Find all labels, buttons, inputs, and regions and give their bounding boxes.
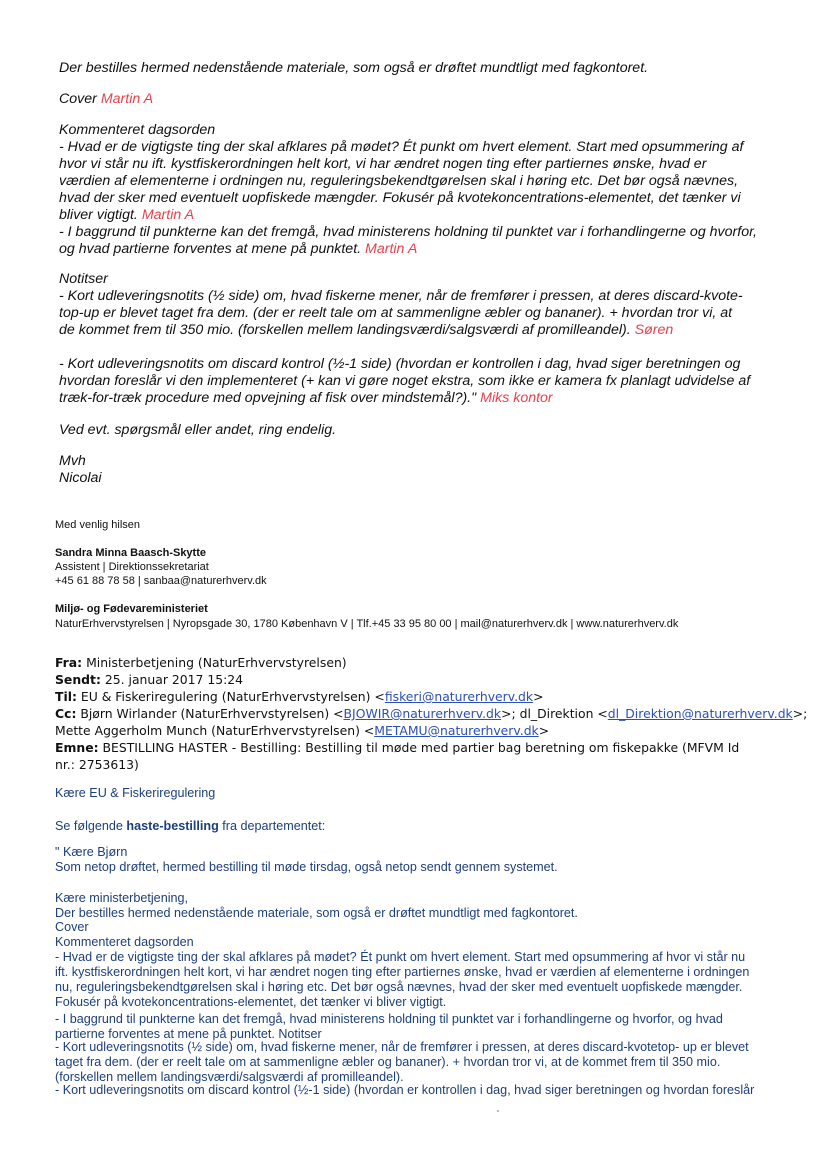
fw-item-2: - I baggrund til punkterne kan det fremgå, hvad ministerens holdning til punktet var i forhandlingerne og hvorfor, og hvad partierne forventes at mene på punktet. Notitser [55,1012,723,1041]
header-sent [55,671,815,688]
signature-ministry [55,602,208,616]
cover-label: Cover [59,91,97,107]
fw-see-prefix: Se følgende [55,819,127,833]
fw-salutation: Kære EU & Fiskeriregulering [55,786,216,800]
cover-owner: Martin A [100,91,154,107]
header-subject [55,739,745,773]
signature-greeting: Med venlig hilsen [55,519,140,531]
cc-email-2-link[interactable]: dl_Direktion@naturerhverv.dk [607,706,793,721]
agenda-item-1-text: - Hvad er de vigtigste ting der skal afklares på mødet? Ét punkt om hvert element. Start med opsummering af hvor vi står nu ift. kystfiskerordningen helt kort, vi har ændret nogen ting efter partiernes ønske, hvad er værdien af elementerne i ordningen nu, reguleringsbekendtgørelsen skal i høring etc. Det bør også nævnes, hvad der sker med eventuelt uopfiskede mængder. Fokusér på kvotekoncentrations-elementet, det tænker vi bliver vigtigt. [59,139,744,223]
scan-speck [497,1110,499,1112]
fw-item-3: - Kort udleveringsnotits (½ side) om, hvad fiskerne mener, når de fremfører i pressen, at deres discard-kvotetop- up er blevet taget fra dem. (der er reelt tale om at sammenligne æbler og bananer). + hvordan tror vi, at de kommet frem til 350 mio. (forskellen mellem landingsværdi/salgsværdi af promilleandel). [55,1040,749,1084]
fw-see-line [55,819,775,834]
fw-quote-open: " Kære Bjørn [55,845,128,859]
fw-see-bold: haste-bestilling [126,819,219,833]
to-email-link[interactable]: fiskeri@naturerhverv.dk [384,689,534,704]
subject-label: Emne: [55,740,99,755]
agenda-item-1-owner: Martin A [141,207,195,223]
fw-quote-line: Som netop drøftet, hermed bestilling til møde tirsdag, også netop sendt gennem systemet. [55,860,558,874]
closing-line: Ved evt. spørgsmål eller andet, ring endelig. [59,422,337,438]
to-name: EU & Fiskeriregulering (NaturErhvervstyrelsen) < [80,689,385,704]
sender-name: Nicolai [59,470,102,486]
agenda-item-1 [59,139,759,224]
cc-name-2: >; dl_Direktion < [501,706,608,721]
cc-name-3: Mette Aggerholm Munch (NaturErhvervstyrelsen) < [55,723,375,738]
signature-contact: +45 61 88 78 58 | sanbaa@naturerhverv.dk [55,575,267,587]
note-1-text: - Kort udleveringsnotits (½ side) om, hvad fiskerne mener, når de fremfører i pressen, at deres discard-kvote-top-up er blevet taget fra dem. (der er reelt tale om at sammenligne æbler og bananer). + hvordan tror vi, at de kommet frem til 350 mio. (forskellen mellem landingsværdi/salgsværdi af promilleandel). [59,288,743,338]
intro-line: Der bestilles hermed nedenstående materiale, som også er drøftet mundtligt med fagkontoret. [59,60,649,76]
agenda-item-2-owner: Martin A [365,241,418,257]
signature-name [55,546,206,560]
signature-ministry-text: Miljø- og Fødevareministeriet [55,603,208,615]
header-cc-line2: Mette Aggerholm Munch (NaturErhvervstyrelsen) <METAMU@naturerhverv.dk> [55,723,550,738]
signature-title: Assistent | Direktionssekretariat [55,561,209,573]
note-2-text: - Kort udleveringsnotits om discard kontrol (½-1 side) (hvordan er kontrollen i dag, hvad siger beretningen og hvordan foreslår vi den implementeret (+ kan vi gøre noget ekstra, som ikke er kamera fx planlagt udvidelse af træk-for-træk procedure med opvejning af fisk over mindstemål?)." [59,356,751,406]
note-1 [59,288,749,339]
agenda-item-2 [59,224,759,258]
signature-address: NaturErhvervstyrelsen | Nyropsgade 30, 1780 København V | Tlf.+45 33 95 80 00 | mail@naturerhverv.dk | www.naturerhverv.dk [55,618,679,630]
to-label: Til: [55,689,77,704]
fw-intro: Der bestilles hermed nedenstående materiale, som også er drøftet mundtligt med fagkontoret. [55,906,578,920]
sent-value: 25. januar 2017 15:24 [104,672,244,687]
fw-item-1: - Hvad er de vigtigste ting der skal afklares på mødet? Ét punkt om hvert element. Start med opsummering af hvor vi står nu ift. kystfiskerordningen helt kort, vi har ændret nogen ting efter partiernes ønske, hvad er værdien af elementerne i ordningen nu, reguleringsbekendtgørelsen skal i høring etc. Det bør også nævnes, hvad der sker med eventuelt uopfiskede mængder. Fokusér på kvotekoncentrations-elementet, det tænker vi bliver vigtigt. [55,950,750,1009]
from-label: Fra: [55,655,83,670]
fw-dear-mb: Kære ministerbetjening, [55,891,188,905]
fw-item-4: - Kort udleveringsnotits om discard kontrol (½-1 side) (hvordan er kontrollen i dag, hvad siger beretningen og hvordan foreslår [55,1083,755,1097]
agenda-title: Kommenteret dagsorden [59,122,216,138]
cc-email-1-link[interactable]: BJOWIR@naturerhverv.dk [343,706,502,721]
cover-line [59,91,789,108]
header-to: Til: EU & Fiskeriregulering (NaturErhvervstyrelsen) <fiskeri@naturerhverv.dk> [55,689,544,704]
header-from [55,654,815,671]
regards: Mvh [59,453,86,469]
note-2 [59,356,759,407]
note-2-owner: Miks kontor [480,390,553,406]
fw-agenda-title: Kommenteret dagsorden [55,935,194,949]
notes-title: Notitser [59,271,108,287]
fw-see-suffix: fra departementet: [218,819,326,833]
agenda-item-2-text: - I baggrund til punkterne kan det fremgå, hvad ministerens holdning til punktet var i forhandlingerne og hvorfor, og hvad partierne forventes at mene på punktet. [59,224,757,257]
note-1-owner: Søren [634,322,674,338]
subject-value: BESTILLING HASTER - Bestilling: Bestilling til møde med partier bag beretning om fiskepakke (MFVM Id nr.: 2753613) [55,740,740,772]
signature-name-text: Sandra Minna Baasch-Skytte [55,547,206,559]
cc-email-3-link[interactable]: METAMU@naturerhverv.dk [374,723,539,738]
from-value: Ministerbetjening (NaturErhvervstyrelsen) [86,655,347,670]
sent-label: Sendt: [55,672,101,687]
header-cc: Cc: Bjørn Wirlander (NaturErhvervstyrelsen) <BJOWIR@naturerhverv.dk>; dl_Direktion <dl_Direktion@naturerhverv.dk>; [55,706,808,721]
cc-label: Cc: [55,706,77,721]
cc-name-1: Bjørn Wirlander (NaturErhvervstyrelsen) < [80,706,344,721]
fw-cover: Cover [55,920,89,934]
